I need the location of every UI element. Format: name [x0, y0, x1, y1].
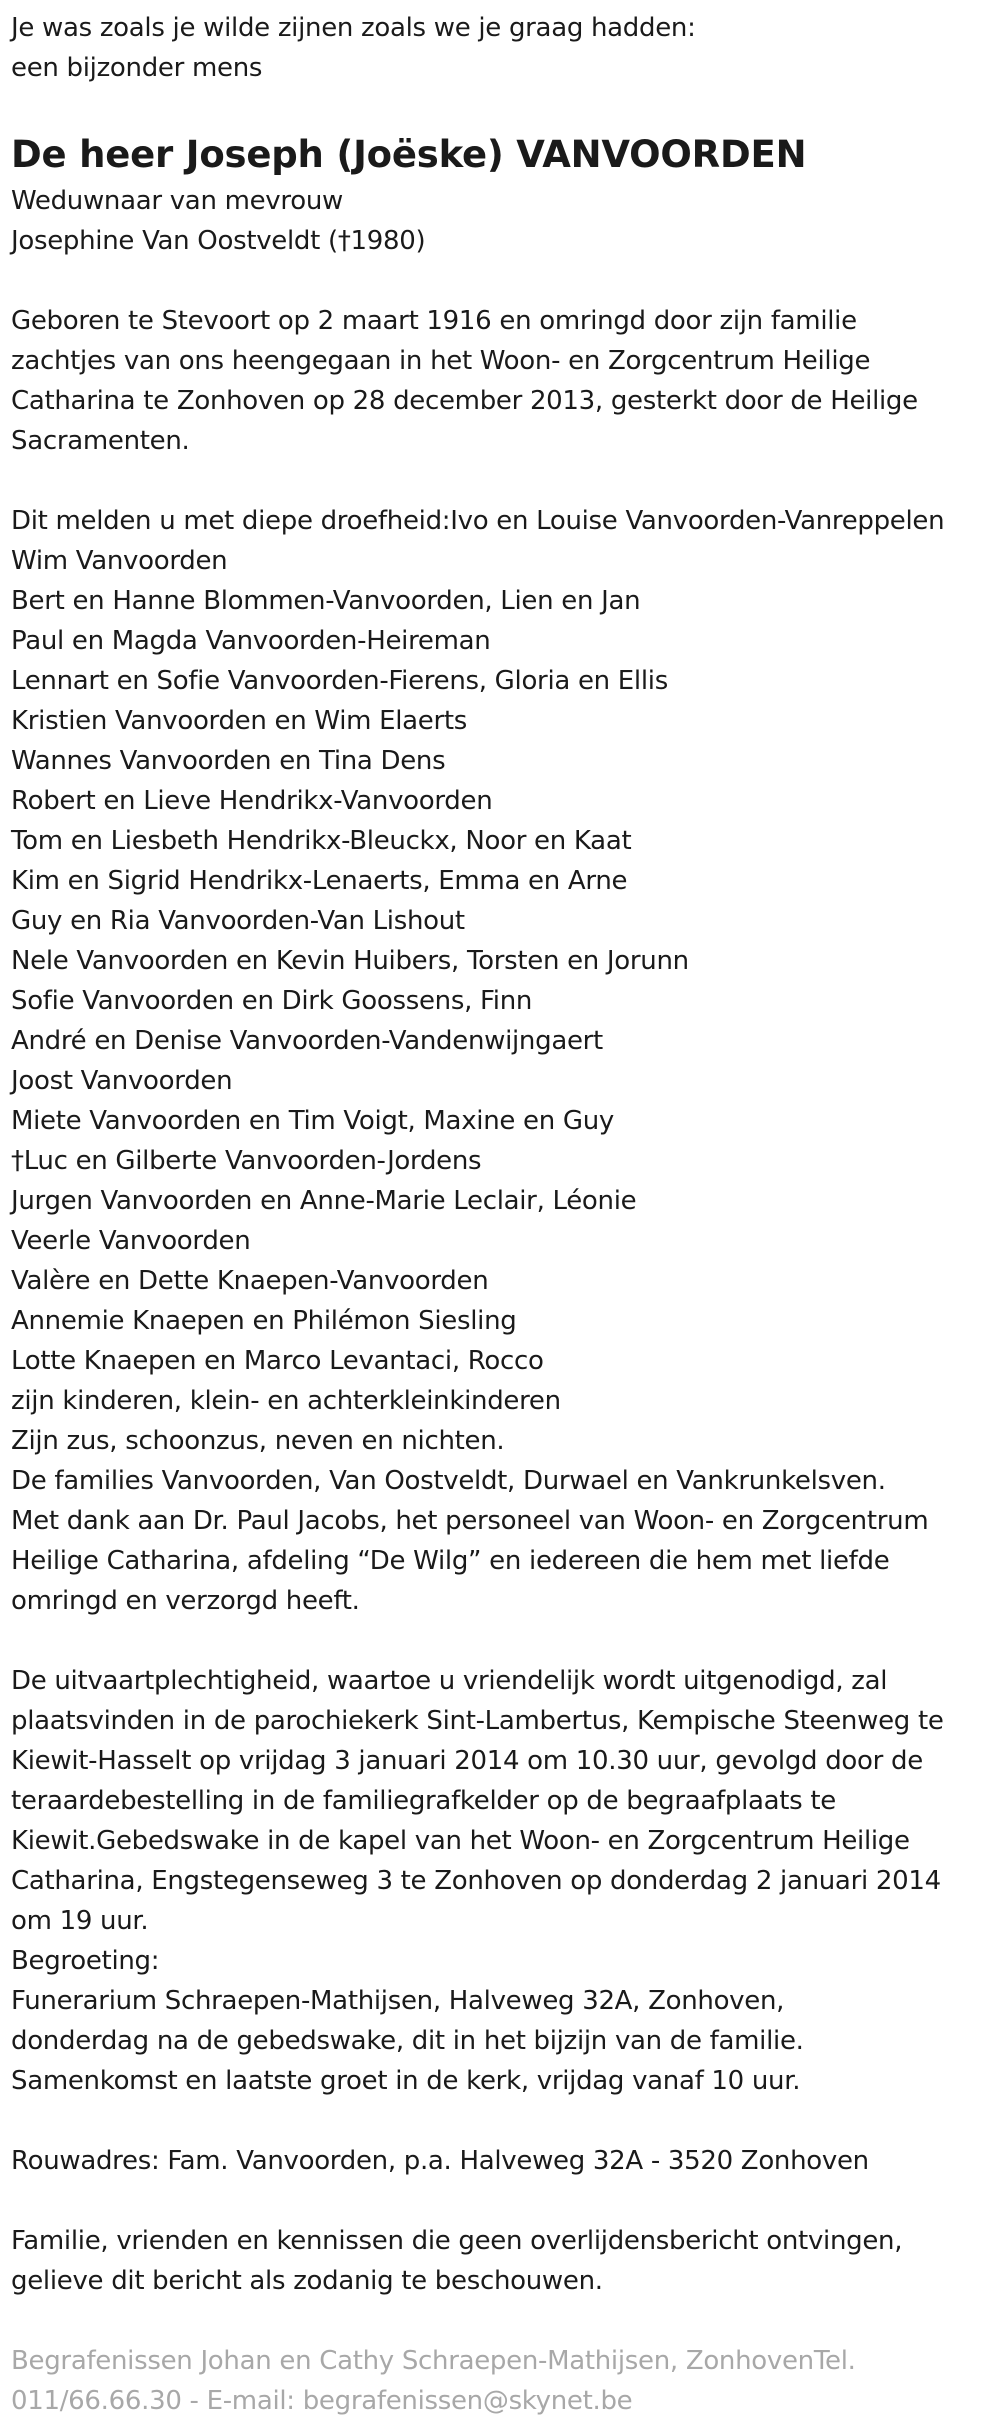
funeral-director-footer	[11, 2341, 996, 2421]
family-line: Sofie Vanvoorden en Dirk Goossens, Finn	[11, 986, 533, 1016]
family-line: Zijn zus, schoonzus, neven en nichten.	[11, 1426, 505, 1456]
family-line: Miete Vanvoorden en Tim Voigt, Maxine en Guy	[11, 1106, 614, 1136]
footer-line: Begrafenissen Johan en Cathy Schraepen-Mathijsen, ZonhovenTel.	[11, 2346, 856, 2376]
funeral-line: teraardebestelling in de familiegrafkelder op de begraafplaats te	[11, 1786, 836, 1816]
family-line: Jurgen Vanvoorden en Anne-Marie Leclair, Léonie	[11, 1186, 637, 1216]
family-line: Nele Vanvoorden en Kevin Huibers, Torsten en Jorunn	[11, 946, 689, 976]
footer-line: 011/66.66.30 - E-mail: begrafenissen@skynet.be	[11, 2386, 633, 2416]
family-line: †Luc en Gilberte Vanvoorden-Jordens	[11, 1146, 482, 1176]
funeral-line: Samenkomst en laatste groet in de kerk, vrijdag vanaf 10 uur.	[11, 2066, 801, 2096]
funeral-line: donderdag na de gebedswake, dit in het bijzijn van de familie.	[11, 2026, 804, 2056]
family-line: Valère en Dette Knaepen-Vanvoorden	[11, 1266, 489, 1296]
funeral-line: Catharina, Engstegenseweg 3 te Zonhoven op donderdag 2 januari 2014	[11, 1866, 941, 1896]
family-line: Heilige Catharina, afdeling “De Wilg” en iedereen die hem met liefde	[11, 1546, 890, 1576]
family-line: Robert en Lieve Hendrikx-Vanvoorden	[11, 786, 493, 816]
family-line: De families Vanvoorden, Van Oostveldt, Durwael en Vankrunkelsven.	[11, 1466, 886, 1496]
intro-line: een bijzonder mens	[11, 53, 263, 83]
paragraph-line: Geboren te Stevoort op 2 maart 1916 en omringd door zijn familie	[11, 306, 857, 336]
birth-death-paragraph	[11, 301, 996, 461]
family-line: Dit melden u met diepe droefheid:Ivo en Louise Vanvoorden-Vanreppelen	[11, 506, 945, 536]
family-line: Annemie Knaepen en Philémon Siesling	[11, 1306, 517, 1336]
family-line: Lotte Knaepen en Marco Levantaci, Rocco	[11, 1346, 544, 1376]
spouse-line: Josephine Van Oostveldt (†1980)	[11, 226, 426, 256]
family-line: Paul en Magda Vanvoorden-Heireman	[11, 626, 491, 656]
family-line: Met dank aan Dr. Paul Jacobs, het personeel van Woon- en Zorgcentrum	[11, 1506, 929, 1536]
family-line: Joost Vanvoorden	[11, 1066, 233, 1096]
family-line: Lennart en Sofie Vanvoorden-Fierens, Gloria en Ellis	[11, 666, 668, 696]
family-line: Kristien Vanvoorden en Wim Elaerts	[11, 706, 468, 736]
funeral-line: Kiewit.Gebedswake in de kapel van het Woon- en Zorgcentrum Heilige	[11, 1826, 910, 1856]
notice-line: Familie, vrienden en kennissen die geen overlijdensbericht ontvingen,	[11, 2226, 903, 2256]
funeral-details	[11, 1661, 996, 2101]
mourning-address	[11, 2141, 996, 2181]
family-line: omringd en verzorgd heeft.	[11, 1586, 360, 1616]
family-line: Wim Vanvoorden	[11, 546, 228, 576]
family-line: Guy en Ria Vanvoorden-Van Lishout	[11, 906, 465, 936]
funeral-line: Kiewit-Hasselt op vrijdag 3 januari 2014 om 10.30 uur, gevolgd door de	[11, 1746, 923, 1776]
paragraph-line: Sacramenten.	[11, 426, 190, 456]
family-line: Bert en Hanne Blommen-Vanvoorden, Lien en Jan	[11, 586, 641, 616]
funeral-line: om 19 uur.	[11, 1906, 149, 1936]
family-line: Wannes Vanvoorden en Tina Dens	[11, 746, 446, 776]
intro-quote	[11, 8, 996, 88]
family-line: Kim en Sigrid Hendrikx-Lenaerts, Emma en Arne	[11, 866, 628, 896]
funeral-line: De uitvaartplechtigheid, waartoe u vriendelijk wordt uitgenodigd, zal	[11, 1666, 888, 1696]
address-line: Rouwadres: Fam. Vanvoorden, p.a. Halveweg 32A - 3520 Zonhoven	[11, 2146, 869, 2176]
notice-line: gelieve dit bericht als zodanig te beschouwen.	[11, 2266, 603, 2296]
family-list	[11, 501, 996, 1621]
funeral-line: plaatsvinden in de parochiekerk Sint-Lambertus, Kempische Steenweg te	[11, 1706, 944, 1736]
spouse-line: Weduwnaar van mevrouw	[11, 186, 343, 216]
spouse-info	[11, 181, 996, 261]
notice-paragraph	[11, 2221, 996, 2301]
funeral-line: Begroeting:	[11, 1946, 160, 1976]
family-line: zijn kinderen, klein- en achterkleinkinderen	[11, 1386, 561, 1416]
family-line: Tom en Liesbeth Hendrikx-Bleuckx, Noor en Kaat	[11, 826, 632, 856]
obituary-document	[11, 8, 996, 2421]
deceased-name: De heer Joseph (Joëske) VANVOORDEN	[11, 133, 807, 176]
funeral-line: Funerarium Schraepen-Mathijsen, Halveweg 32A, Zonhoven,	[11, 1986, 785, 2016]
intro-line: Je was zoals je wilde zijnen zoals we je graag hadden:	[11, 13, 696, 43]
paragraph-line: zachtjes van ons heengegaan in het Woon- en Zorgcentrum Heilige	[11, 346, 871, 376]
family-line: Veerle Vanvoorden	[11, 1226, 251, 1256]
paragraph-line: Catharina te Zonhoven op 28 december 2013, gesterkt door de Heilige	[11, 386, 918, 416]
family-line: André en Denise Vanvoorden-Vandenwijngaert	[11, 1026, 603, 1056]
